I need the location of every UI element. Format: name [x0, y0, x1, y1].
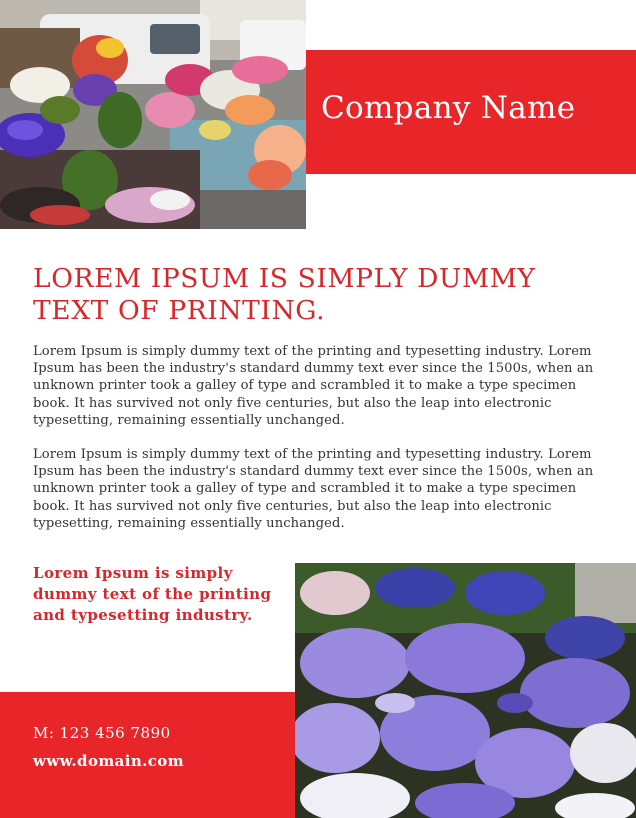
company-name-banner: [306, 50, 636, 174]
flower-market-photo: [0, 0, 306, 229]
contact-phone: M: 123 456 7890: [33, 724, 171, 742]
body-paragraph-1: Lorem Ipsum is simply dummy text of the printing and typesetting industry. Lorem Ipsum has been the industry's standard dummy text ever since the 1500s, when an unknown printer took a galley of type and scrambled it to make a type specimen book. It has survived not only five centuries, but also the leap into electronic typesetting, remaining essentially unchanged.: [33, 344, 594, 428]
company-name: Company Name: [321, 90, 576, 126]
contact-website: www.domain.com: [33, 752, 184, 770]
contact-box: [0, 692, 295, 818]
headline: LOREM IPSUM IS SIMPLY DUMMY TEXT OF PRINTING.: [33, 263, 536, 326]
callout-text: Lorem Ipsum is simply dummy text of the printing and typesetting industry.: [33, 564, 272, 624]
body-paragraph-2: Lorem Ipsum is simply dummy text of the printing and typesetting industry. Lorem Ipsum has been the industry's standard dummy text ever since the 1500s, when an unknown printer took a galley of type and scrambled it to make a type specimen book. It has survived not only five centuries, but also the leap into electronic typesetting, remaining essentially unchanged.: [33, 447, 594, 531]
violet-flowers-photo: [295, 563, 636, 818]
